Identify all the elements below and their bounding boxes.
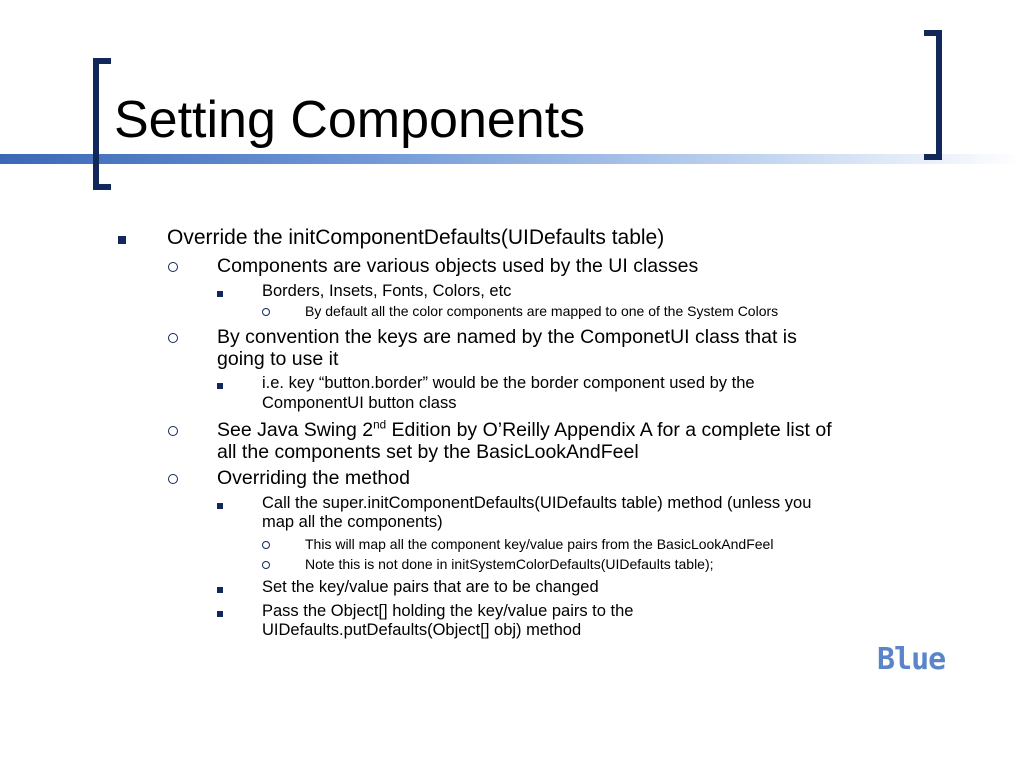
hollow-circle-bullet-icon [262, 561, 270, 569]
slide-title: Setting Components [114, 91, 586, 149]
bullet-level3: Set the key/value pairs that are to be changed [262, 578, 599, 596]
hollow-circle-bullet-icon [168, 474, 178, 484]
bullet-level3-line1: i.e. key “button.border” would be the border component used by the [262, 374, 755, 392]
bullet-level1: Override the initComponentDefaults(UIDefaults table) [167, 226, 665, 249]
superscript: nd [373, 418, 387, 432]
hollow-circle-bullet-icon [168, 426, 178, 436]
bullet-level2: Components are various objects used by the UI classes [217, 255, 699, 277]
bullet-level2-line2: going to use it [217, 348, 339, 370]
bullet-level2-line2: all the components set by the BasicLookAndFeel [217, 441, 639, 463]
bullet-level2-line1 [217, 420, 832, 441]
bullet-level4: Note this is not done in initSystemColorDefaults(UIDefaults table); [305, 556, 714, 572]
hollow-circle-bullet-icon [262, 541, 270, 549]
square-bullet-icon [217, 291, 223, 297]
right-bracket-decoration [924, 30, 942, 160]
bullet-level3-line2: map all the components) [262, 513, 443, 531]
square-bullet-icon [217, 611, 223, 617]
blue-tag-label: Blue [877, 642, 946, 677]
square-bullet-icon [217, 587, 223, 593]
bullet-level4: By default all the color components are mapped to one of the System Colors [305, 303, 779, 319]
bullet-level3: Borders, Insets, Fonts, Colors, etc [262, 282, 512, 300]
square-bullet-icon [217, 503, 223, 509]
bullet-level3-line1: Call the super.initComponentDefaults(UIDefaults table) method (unless you [262, 494, 812, 512]
bullet-level4: This will map all the component key/value pairs from the BasicLookAndFeel [305, 536, 774, 552]
hollow-circle-bullet-icon [262, 308, 270, 316]
hollow-circle-bullet-icon [168, 262, 178, 272]
bullet-level2-line1: By convention the keys are named by the ComponetUI class that is [217, 326, 797, 348]
bullet-level3-line1: Pass the Object[] holding the key/value pairs to the [262, 602, 634, 620]
title-underline-bar [0, 154, 1024, 164]
text-post: Edition by O’Reilly Appendix A for a complete list of [386, 419, 832, 441]
left-bracket-decoration [93, 58, 111, 190]
hollow-circle-bullet-icon [168, 333, 178, 343]
square-bullet-icon [217, 383, 223, 389]
bullet-level2: Overriding the method [217, 467, 410, 489]
text-pre: See Java Swing 2 [217, 419, 374, 441]
square-bullet-icon [118, 236, 126, 244]
bullet-level3-line2: UIDefaults.putDefaults(Object[] obj) method [262, 621, 582, 639]
bullet-level3-line2: ComponentUI button class [262, 394, 457, 412]
